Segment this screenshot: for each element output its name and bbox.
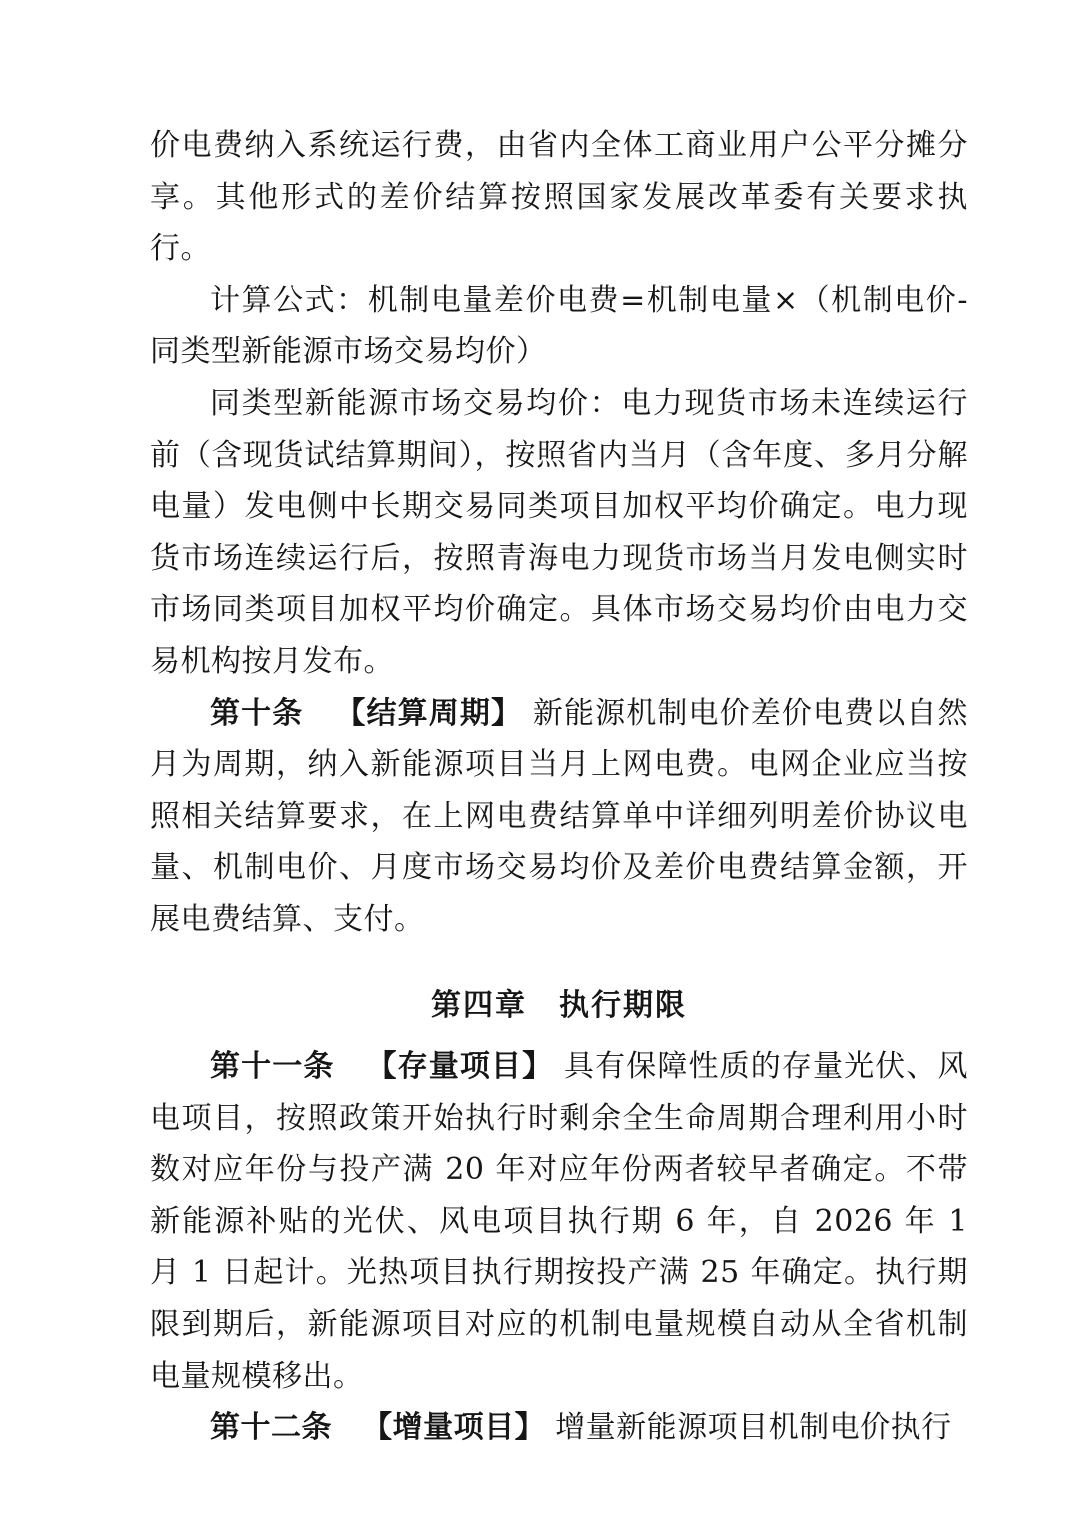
- paragraph-continued: 价电费纳入系统运行费，由省内全体工商业用户公平分摊分享。其他形式的差价结算按照国家发展改革委有关要求执行。: [150, 128, 968, 267]
- article-text: 具有保障性质的存量光伏、风电项目，按照政策开始执行时剩余全生命周期合理利用小时数对应年份与投产满 20 年对应年份两者较早者确定。不带新能源补贴的光伏、风电项目执行期 6 年，自 2026 年 1 月 1 日起计。光热项目执行期按投产满 25 年确定。执行期限到期后，新能源项目对应的机制电量规模自动从全省机制电量规模移出。: [150, 1049, 968, 1394]
- article-twelve: [150, 1402, 968, 1454]
- article-spacer: [342, 1410, 352, 1445]
- chapter-heading: 第四章 执行期限: [431, 987, 687, 1023]
- document-body: [150, 120, 968, 1454]
- paragraph-market-average-price: 同类型新能源市场交易均价：电力现货市场未连续运行前（含现货试结算期间），按照省内当月（含年度、多月分解电量）发电侧中长期交易同类项目加权平均价确定。电力现货市场连续运行后，按照青海电力现货市场当月发电侧实时市场同类项目加权平均价确定。具体市场交易均价由电力交易机构按月发布。: [150, 385, 968, 679]
- article-number: 第十一条: [210, 1049, 335, 1085]
- article-text: 新能源机制电价差价电费以自然月为周期，纳入新能源项目当月上网电费。电网企业应当按照相关结算要求，在上网电费结算单中详细列明差价协议电量、机制电价、月度市场交易均价及差价电费结算金额，开展电费结算、支付。: [150, 695, 968, 937]
- article-number: 第十条: [210, 695, 304, 731]
- article-title: 【结算周期】: [335, 695, 523, 731]
- article-eleven: [150, 1041, 968, 1402]
- article-number: 第十二条: [210, 1410, 332, 1446]
- article-title: 【增量项目】: [362, 1410, 546, 1446]
- article-spacer: [314, 696, 325, 731]
- paragraph-formula: 计算公式：机制电量差价电费=机制电量×（机制电价-同类型新能源市场交易均价）: [150, 282, 968, 370]
- article-ten: [150, 688, 968, 946]
- article-text: 增量新能源项目机制电价执行: [555, 1410, 952, 1446]
- article-spacer: [345, 1049, 356, 1084]
- article-title: 【存量项目】: [366, 1049, 554, 1085]
